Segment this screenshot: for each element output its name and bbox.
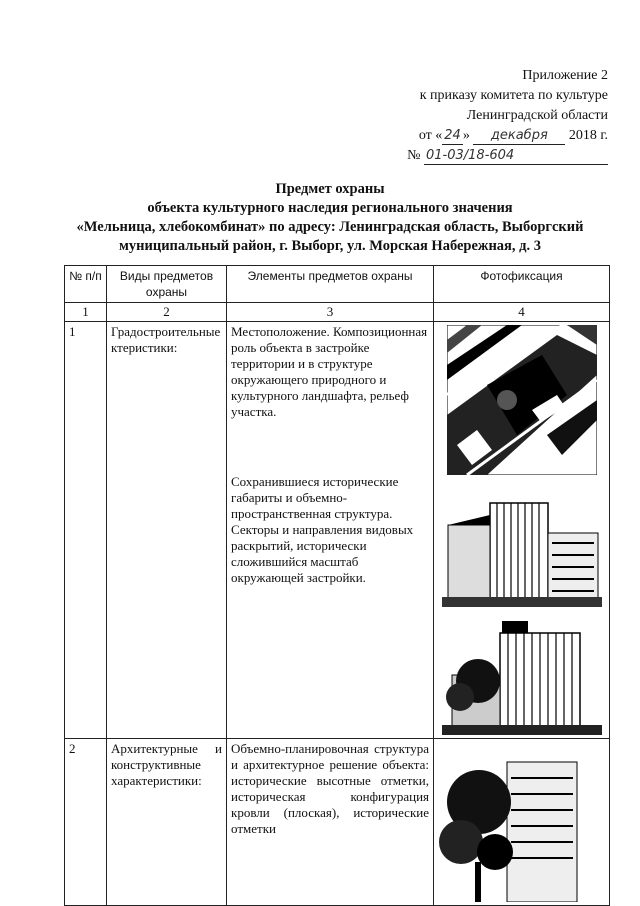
header-number: № п/п xyxy=(65,266,107,303)
silo-tree-photo xyxy=(442,615,602,735)
row-kind: Градостроительные ктеристики: xyxy=(107,322,227,739)
date-month: декабря xyxy=(473,128,565,145)
protection-table xyxy=(64,265,610,906)
document-title xyxy=(50,180,610,256)
title-line-1: Предмет охраны xyxy=(275,181,385,197)
row-kind: Архитектурные и конструктивные характеристики: xyxy=(107,739,227,906)
order-number-value: 01-03/18-604 xyxy=(424,148,608,165)
appendix-header xyxy=(407,66,608,166)
row-photos xyxy=(434,739,610,906)
row-elements xyxy=(227,322,434,739)
order-reference: к приказу комитета по культуре xyxy=(419,88,608,103)
table-header-row xyxy=(65,266,610,303)
title-line-4: муниципальный район, г. Выборг, ул. Морская Набережная, д. 3 xyxy=(119,238,541,254)
column-number-row xyxy=(65,303,610,322)
order-date: от « 24 » декабря 2018 г. xyxy=(418,128,608,143)
row-number: 1 xyxy=(65,322,107,739)
table-row xyxy=(65,739,610,906)
committee-region: Ленинградской области xyxy=(466,108,608,123)
col-number-1: 1 xyxy=(65,303,107,322)
header-elements: Элементы предметов охраны xyxy=(227,266,434,303)
col-number-4: 4 xyxy=(434,303,610,322)
title-line-3: «Мельница, хлебокомбинат» по адресу: Ленинградская область, Выборгский xyxy=(76,219,584,235)
header-kind: Виды предметов охраны xyxy=(107,266,227,303)
appendix-label: Приложение 2 xyxy=(522,68,608,83)
header-photo: Фотофиксация xyxy=(434,266,610,303)
col-number-3: 3 xyxy=(227,303,434,322)
table-row xyxy=(65,322,610,739)
date-year: 2018 г. xyxy=(568,128,608,143)
elements-location: Местоположение. Композиционная роль объекта в застройке территории и в структуре окружающего природного и культурного ландшафта, рельеф участка. xyxy=(231,324,428,419)
silo-photo xyxy=(442,489,602,607)
col-number-2: 2 xyxy=(107,303,227,322)
title-line-2: объекта культурного наследия регионального значения xyxy=(147,200,513,216)
date-day: 24 xyxy=(444,128,461,143)
row-elements: Объемно-планировочная структура и архитектурное решение объекта: исторические высотные отметки, историческая конфигурация кровли (плоская), исторические отметки xyxy=(227,739,434,906)
row-photos xyxy=(434,322,610,739)
aerial-photo xyxy=(447,325,597,475)
elements-structure: Сохранившиеся исторические габариты и объемно-пространственная структура. Секторы и направления видовых раскрытий, исторически сложившийся масштаб окружающей застройки. xyxy=(231,474,414,585)
row-number: 2 xyxy=(65,739,107,906)
order-number: № 01-03/18-604 xyxy=(407,146,608,166)
building-photo xyxy=(437,742,607,902)
